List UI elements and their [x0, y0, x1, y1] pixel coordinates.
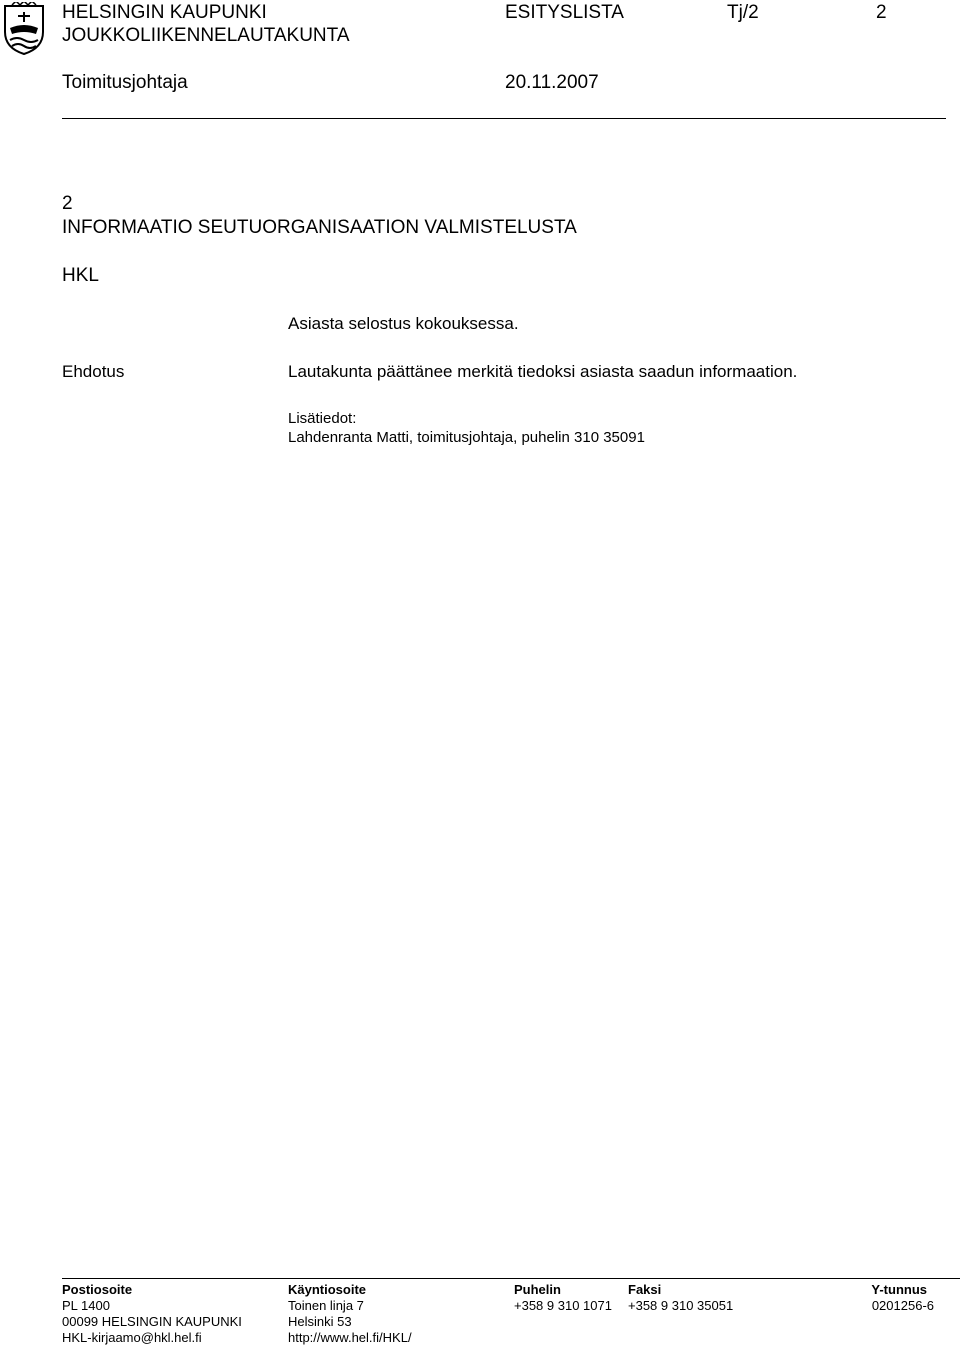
postal-address-line: PL 1400	[62, 1298, 110, 1313]
visiting-address-heading: Käyntiosoite	[288, 1282, 367, 1297]
document-code: Tj/2	[727, 2, 759, 23]
phone-heading: Puhelin	[514, 1282, 561, 1297]
proposal-text: Lautakunta päättänee merkitä tiedoksi asiasta saadun informaation.	[288, 362, 798, 381]
item-body-text: Asiasta selostus kokouksessa.	[288, 314, 519, 333]
business-id: 0201256-6	[871, 1298, 934, 1313]
visiting-address-line: Helsinki 53	[288, 1314, 352, 1329]
item-title: INFORMAATIO SEUTUORGANISAATION VALMISTELUSTA	[62, 217, 577, 238]
proposal-label: Ehdotus	[62, 362, 125, 381]
fax-heading: Faksi	[628, 1282, 662, 1297]
organization-name: HELSINGIN KAUPUNKI	[62, 2, 267, 23]
page-number: 2	[876, 2, 887, 23]
item-number: 2	[62, 193, 73, 214]
meeting-date: 20.11.2007	[505, 72, 599, 93]
author-role: Toimitusjohtaja	[62, 72, 188, 93]
additional-info-label: Lisätiedot:	[288, 410, 357, 427]
additional-info-contact: Lahdenranta Matti, toimitusjohtaja, puhelin 310 35091	[288, 429, 645, 446]
fax-number: +358 9 310 35051	[628, 1298, 734, 1313]
website-url: http://www.hel.fi/HKL/	[288, 1330, 412, 1345]
phone-number: +358 9 310 1071	[514, 1298, 612, 1313]
header-divider	[62, 118, 946, 119]
footer-divider	[62, 1278, 960, 1279]
postal-address-heading: Postiosoite	[62, 1282, 133, 1297]
board-name: JOUKKOLIIKENNELAUTAKUNTA	[62, 25, 350, 46]
registry-email: HKL-kirjaamo@hkl.hel.fi	[62, 1330, 202, 1345]
visiting-address-line: Toinen linja 7	[288, 1298, 364, 1313]
helsinki-coat-of-arms-logo	[2, 2, 46, 56]
postal-address-line: 00099 HELSINGIN KAUPUNKI	[62, 1314, 242, 1329]
item-reference: HKL	[62, 265, 99, 286]
business-id-heading: Y-tunnus	[871, 1282, 927, 1297]
document-type: ESITYSLISTA	[505, 2, 624, 23]
